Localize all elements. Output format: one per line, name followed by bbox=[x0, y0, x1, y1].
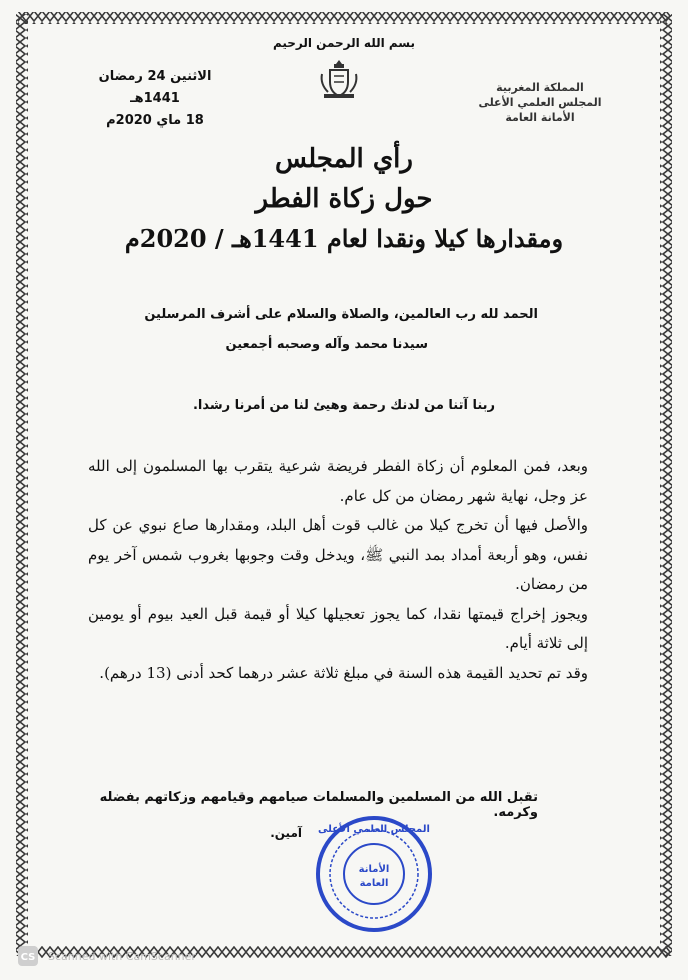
body-text bbox=[88, 452, 588, 688]
seal-center-line-2: العامة bbox=[359, 878, 389, 889]
praise-line-2: سيدنا محمد وآله وصحبه أجمعين bbox=[225, 337, 428, 352]
amen: آمين. bbox=[270, 826, 302, 840]
seal-ring-text: المجلس العلمي الأعلى bbox=[318, 824, 430, 835]
supplication: ربنا آتنا من لدنك رحمة وهيئ لنا من أمرنا رشدا. bbox=[192, 398, 496, 413]
title-line-3: ومقدارها كيلا ونقدا لعام 1441هـ / 2020م bbox=[124, 224, 564, 253]
issuer-council: المجلس العلمي الأعلى bbox=[478, 96, 602, 109]
body-paragraph: ويجوز إخراج قيمتها نقدا، كما يجوز تعجيلها كيلا أو قيمة قبل العيد بيوم أو يومين إلى ثلاثة أيام. bbox=[88, 604, 588, 652]
closing-prayer: تقبل الله من المسلمين والمسلمات صيامهم وقيامهم وزكاتهم بفضله وكرمه. bbox=[99, 790, 538, 820]
basmala: بسم الله الرحمن الرحيم bbox=[272, 36, 416, 50]
issuer-country: المملكة المغربية bbox=[496, 81, 584, 94]
date-header bbox=[80, 66, 230, 132]
body-paragraph: والأصل فيها أن تخرج كيلا من غالب قوت أهل البلد، ومقدارها صاع نبوي عن كل نفس، وهو أربعة أمداد بمد النبي ﷺ، ويدخل وقت وجوبها بغروب شمس آخر يوم من رمضان. bbox=[88, 516, 588, 593]
date-hijri: الاثنين 24 رمضان 1441هـ bbox=[98, 69, 212, 106]
seal-center-line-1: الأمانة bbox=[358, 864, 390, 875]
camscanner-logo-icon bbox=[16, 944, 40, 968]
title-line-2: حول زكاة الفطر bbox=[255, 184, 433, 214]
watermark-text: Scanned with CamScanner bbox=[48, 950, 196, 963]
date-gregorian: 18 ماي 2020م bbox=[106, 113, 204, 128]
issuer-secretariat: الأمانة العامة bbox=[505, 111, 575, 124]
svg-text:CS: CS bbox=[20, 952, 36, 963]
official-seal-icon bbox=[312, 812, 436, 936]
title-line-1: رأي المجلس bbox=[275, 144, 413, 174]
body-paragraph: وقد تم تحديد القيمة هذه السنة في مبلغ ثلاثة عشر درهما كحد أدنى (13 درهم). bbox=[99, 663, 588, 682]
body-paragraph: وبعد، فمن المعلوم أن زكاة الفطر فريضة شرعية يتقرب بها المسلمون إلى الله عز وجل، نهاية شهر رمضان من كل عام. bbox=[88, 457, 588, 505]
moroccan-royal-emblem-icon bbox=[316, 56, 362, 102]
issuer-header bbox=[460, 80, 620, 125]
praise-line-1: الحمد لله رب العالمين، والصلاة والسلام على أشرف المرسلين bbox=[144, 307, 538, 322]
